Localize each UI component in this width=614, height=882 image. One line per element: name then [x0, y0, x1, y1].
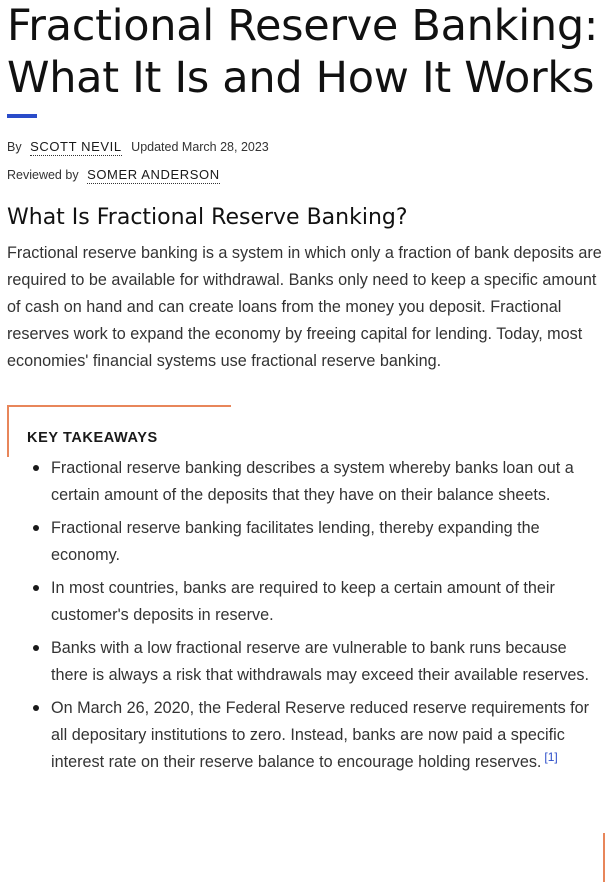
takeaways-left-border: [7, 405, 9, 457]
key-takeaways-box: [7, 405, 605, 882]
takeaway-text: Fractional reserve banking facilitates lending, thereby expanding the economy.: [51, 519, 540, 564]
intro-paragraph: Fractional reserve banking is a system in which only a fraction of bank deposits are required to be available for withdrawal. Banks only need to keep a specific amount of cash on hand and can create loans from the money you deposit. Fractional reserves work to expand the economy by freeing capital for lending. Today, most economies' financial systems use fractional reserve banking.: [7, 244, 602, 370]
bullet-icon: [33, 465, 39, 471]
bullet-icon: [33, 525, 39, 531]
reviewed-by-prefix: Reviewed by: [7, 168, 79, 182]
bullet-icon: [33, 705, 39, 711]
section-heading: What Is Fractional Reserve Banking?: [7, 205, 408, 230]
takeaway-text: In most countries, banks are required to keep a certain amount of their customer's deposits in reserve.: [51, 579, 555, 624]
takeaway-item: [51, 695, 591, 776]
article-title: Fractional Reserve Banking: What It Is and How It Works: [7, 1, 599, 103]
author-link[interactable]: SCOTT NEVIL: [30, 139, 122, 154]
takeaway-text: Banks with a low fractional reserve are vulnerable to bank runs because there is always a risk that withdrawals may exceed their available reserves.: [51, 639, 590, 684]
updated-date: Updated March 28, 2023: [131, 140, 269, 154]
author-byline: [7, 138, 269, 156]
takeaways-top-border: [7, 405, 231, 407]
reviewer-byline: [7, 166, 220, 184]
bullet-icon: [33, 645, 39, 651]
key-takeaways-list: [51, 455, 591, 782]
reviewer-link[interactable]: SOMER ANDERSON: [87, 167, 220, 182]
takeaway-item: [51, 575, 591, 629]
takeaways-right-border: [603, 833, 605, 882]
takeaway-item: [51, 515, 591, 569]
title-accent-bar: [7, 114, 37, 118]
takeaway-text: On March 26, 2020, the Federal Reserve reduced reserve requirements for all depositary institutions to zero. Instead, banks are now paid a specific interest rate on their reserve balance to encourage holding reserves.: [51, 699, 590, 771]
citation-link[interactable]: [1]: [544, 749, 558, 764]
takeaway-item: [51, 455, 591, 509]
by-prefix: By: [7, 140, 22, 154]
bullet-icon: [33, 585, 39, 591]
key-takeaways-title: KEY TAKEAWAYS: [27, 430, 158, 446]
takeaway-text: Fractional reserve banking describes a system whereby banks loan out a certain amount of the deposits that they have on their balance sheets.: [51, 459, 574, 504]
takeaway-item: [51, 635, 591, 689]
